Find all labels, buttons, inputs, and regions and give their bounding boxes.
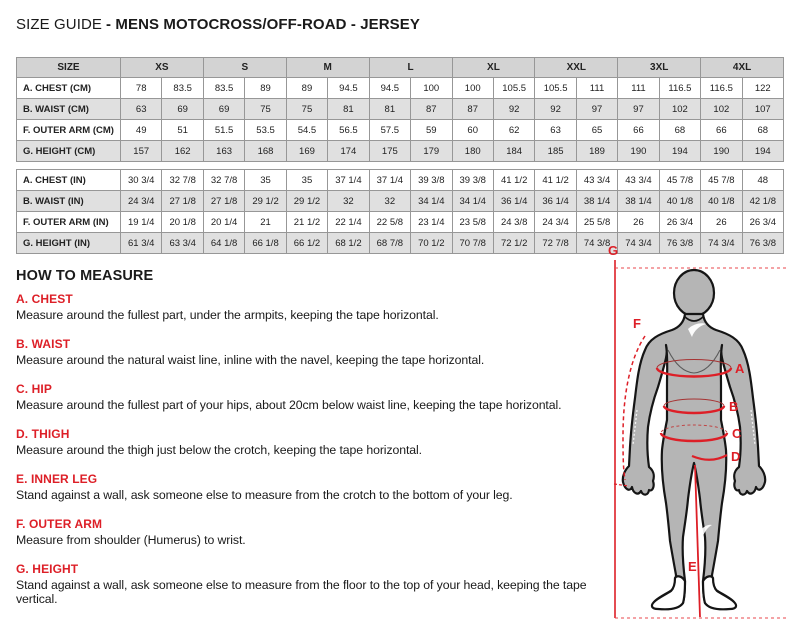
measurement-cell: 39 3/8 [452, 170, 493, 191]
measurement-cell: 87 [411, 99, 452, 120]
size-header-4xl: 4XL [701, 58, 784, 78]
measurement-cell: 116.5 [659, 78, 700, 99]
measure-section-heading: E. INNER LEG [16, 472, 98, 486]
row-label: F. OUTER ARM (CM) [17, 120, 121, 141]
measurement-cell: 70 7/8 [452, 233, 493, 254]
measurement-cell: 100 [411, 78, 452, 99]
measurement-cell: 51.5 [203, 120, 244, 141]
measure-section-text: Stand against a wall, ask someone else to measure from the floor to the top of your head, keeping the tape vertical. [16, 578, 587, 606]
measurement-cell: 102 [701, 99, 742, 120]
measurement-cell: 22 5/8 [369, 212, 410, 233]
measurement-cell: 100 [452, 78, 493, 99]
measurement-cell: 37 1/4 [328, 170, 369, 191]
measurement-cell: 74 3/4 [618, 233, 659, 254]
measurement-cell: 43 3/4 [618, 170, 659, 191]
measure-section-text: Measure around the thigh just below the crotch, keeping the tape horizontal. [16, 443, 422, 457]
measurement-cell: 54.5 [286, 120, 327, 141]
measurement-cell: 66 1/2 [286, 233, 327, 254]
measurement-cell: 111 [576, 78, 617, 99]
measurement-cell: 75 [286, 99, 327, 120]
measure-sections [16, 292, 616, 621]
measurement-cell: 97 [618, 99, 659, 120]
measurement-cell: 32 7/8 [162, 170, 203, 191]
measurement-cell: 45 7/8 [659, 170, 700, 191]
row-label: A. CHEST (CM) [17, 78, 121, 99]
measurement-cell: 66 1/8 [245, 233, 286, 254]
measurement-cell: 53.5 [245, 120, 286, 141]
measurement-cell: 37 1/4 [369, 170, 410, 191]
measurement-cell: 51 [162, 120, 203, 141]
measurement-cell: 32 [328, 191, 369, 212]
measurement-cell: 157 [121, 141, 162, 162]
row-label: B. WAIST (IN) [17, 191, 121, 212]
measurement-cell: 64 1/8 [203, 233, 244, 254]
measurement-cell: 65 [576, 120, 617, 141]
measurement-cell: 45 7/8 [701, 170, 742, 191]
measurement-cell: 24 3/4 [535, 212, 576, 233]
measurement-cell: 179 [411, 141, 452, 162]
measurement-cell: 89 [245, 78, 286, 99]
measurement-cell: 24 3/8 [493, 212, 534, 233]
measure-section-e [16, 472, 616, 502]
measurement-cell: 75 [245, 99, 286, 120]
figure-head [674, 270, 714, 316]
page-title-light: SIZE GUIDE [16, 16, 103, 33]
diagram-label-thigh: D [731, 449, 741, 464]
measurement-cell: 35 [245, 170, 286, 191]
measurement-cell: 66 [618, 120, 659, 141]
measure-section-heading: A. CHEST [16, 292, 73, 306]
measurement-cell: 92 [493, 99, 534, 120]
measurement-cell: 60 [452, 120, 493, 141]
measurement-cell: 23 1/4 [411, 212, 452, 233]
measurement-cell: 38 1/4 [618, 191, 659, 212]
table-row [17, 141, 784, 162]
measurement-cell: 70 1/2 [411, 233, 452, 254]
measure-section-text: Measure around the fullest part, under the armpits, keeping the tape horizontal. [16, 308, 439, 322]
measurement-cell: 36 1/4 [535, 191, 576, 212]
measurement-cell: 69 [162, 99, 203, 120]
measure-section-heading: B. WAIST [16, 337, 71, 351]
measurement-cell: 168 [245, 141, 286, 162]
row-label: G. HEIGHT (CM) [17, 141, 121, 162]
measurement-cell: 74 3/4 [701, 233, 742, 254]
measure-section-text: Measure around the fullest part of your hips, about 20cm below waist line, keeping the tape horizontal. [16, 398, 562, 412]
measurement-cell: 72 7/8 [535, 233, 576, 254]
size-header-xl: XL [452, 58, 535, 78]
measurement-cell: 43 3/4 [576, 170, 617, 191]
measurement-cell: 27 1/8 [162, 191, 203, 212]
measurement-cell: 68 7/8 [369, 233, 410, 254]
table-spacer [17, 162, 784, 170]
measurement-cell: 61 3/4 [121, 233, 162, 254]
row-label: G. HEIGHT (IN) [17, 233, 121, 254]
measure-section-b [16, 337, 616, 367]
diagram-label-height: G [608, 243, 619, 258]
table-header-row [17, 58, 784, 78]
measurement-cell: 23 5/8 [452, 212, 493, 233]
measurement-cell: 22 1/4 [328, 212, 369, 233]
table-row [17, 78, 784, 99]
measure-section-text: Measure around the natural waist line, inline with the navel, keeping the tape horizontal. [16, 353, 485, 367]
size-table-container [16, 57, 784, 254]
measurement-cell: 68 1/2 [328, 233, 369, 254]
figure-left-foot [652, 576, 685, 609]
measurement-cell: 34 1/4 [452, 191, 493, 212]
figure-right-foot [703, 576, 736, 609]
measurement-cell: 30 3/4 [121, 170, 162, 191]
diagram-label-inner-leg: E [688, 559, 697, 574]
measurement-cell: 48 [742, 170, 783, 191]
measurement-cell: 190 [701, 141, 742, 162]
measurement-cell: 59 [411, 120, 452, 141]
measure-section-a [16, 292, 616, 322]
measurement-cell: 184 [493, 141, 534, 162]
measurement-cell: 185 [535, 141, 576, 162]
measurement-cell: 162 [162, 141, 203, 162]
measurement-cell: 35 [286, 170, 327, 191]
measure-section-heading: C. HIP [16, 382, 52, 396]
size-header-s: S [203, 58, 286, 78]
measurement-cell: 69 [203, 99, 244, 120]
measurement-cell: 63 [535, 120, 576, 141]
measurement-cell: 175 [369, 141, 410, 162]
measure-section-text: Measure from shoulder (Humerus) to wrist. [16, 533, 246, 547]
measurement-cell: 180 [452, 141, 493, 162]
measurement-cell: 83.5 [203, 78, 244, 99]
size-table [16, 57, 784, 254]
measurement-cell: 34 1/4 [411, 191, 452, 212]
measurement-cell: 32 7/8 [203, 170, 244, 191]
measurement-cell: 32 [369, 191, 410, 212]
measurement-cell: 56.5 [328, 120, 369, 141]
page-title [16, 16, 420, 33]
measure-section-f [16, 517, 616, 547]
measurement-cell: 94.5 [369, 78, 410, 99]
measure-section-heading: F. OUTER ARM [16, 517, 103, 531]
measurement-cell: 26 [618, 212, 659, 233]
measurement-cell: 105.5 [535, 78, 576, 99]
measurement-cell: 190 [618, 141, 659, 162]
diagram-label-outer-arm: F [633, 316, 641, 331]
size-header-xs: XS [121, 58, 204, 78]
measure-section-heading: D. THIGH [16, 427, 70, 441]
measurement-cell: 68 [742, 120, 783, 141]
size-header-3xl: 3XL [618, 58, 701, 78]
measurement-cell: 29 1/2 [286, 191, 327, 212]
measurement-cell: 107 [742, 99, 783, 120]
measurement-cell: 78 [121, 78, 162, 99]
measurement-cell: 20 1/8 [162, 212, 203, 233]
measurement-cell: 24 3/4 [121, 191, 162, 212]
measurement-cell: 40 1/8 [701, 191, 742, 212]
row-label: F. OUTER ARM (IN) [17, 212, 121, 233]
body-measurement-diagram [595, 240, 795, 640]
measurement-cell: 102 [659, 99, 700, 120]
measurement-cell: 194 [659, 141, 700, 162]
measurement-cell: 169 [286, 141, 327, 162]
measurement-cell: 57.5 [369, 120, 410, 141]
measurement-cell: 38 1/4 [576, 191, 617, 212]
measurement-cell: 26 3/4 [742, 212, 783, 233]
measurement-cell: 81 [369, 99, 410, 120]
measurement-cell: 87 [452, 99, 493, 120]
measurement-cell: 83.5 [162, 78, 203, 99]
measurement-cell: 74 3/8 [576, 233, 617, 254]
measurement-cell: 26 3/4 [659, 212, 700, 233]
measurement-cell: 63 3/4 [162, 233, 203, 254]
measure-section-g [16, 562, 616, 606]
measurement-cell: 76 3/8 [742, 233, 783, 254]
table-row [17, 191, 784, 212]
diagram-label-hip: C [732, 426, 742, 441]
how-to-measure-title: HOW TO MEASURE [16, 268, 154, 284]
measurement-cell: 40 1/8 [659, 191, 700, 212]
row-label: A. CHEST (IN) [17, 170, 121, 191]
measurement-cell: 41 1/2 [535, 170, 576, 191]
measurement-cell: 89 [286, 78, 327, 99]
measurement-cell: 111 [618, 78, 659, 99]
measure-section-d [16, 427, 616, 457]
measurement-cell: 36 1/4 [493, 191, 534, 212]
measurement-cell: 19 1/4 [121, 212, 162, 233]
measurement-cell: 122 [742, 78, 783, 99]
measurement-cell: 39 3/8 [411, 170, 452, 191]
measure-section-text: Stand against a wall, ask someone else to measure from the crotch to the bottom of your leg. [16, 488, 513, 502]
measurement-cell: 21 1/2 [286, 212, 327, 233]
measurement-cell: 27 1/8 [203, 191, 244, 212]
measurement-cell: 94.5 [328, 78, 369, 99]
measurement-cell: 20 1/4 [203, 212, 244, 233]
page-title-bold: - MENS MOTOCROSS/OFF-ROAD - JERSEY [106, 16, 420, 33]
table-row [17, 170, 784, 191]
measurement-cell: 63 [121, 99, 162, 120]
measurement-cell: 189 [576, 141, 617, 162]
measurement-cell: 25 5/8 [576, 212, 617, 233]
table-row [17, 99, 784, 120]
row-label: B. WAIST (CM) [17, 99, 121, 120]
measurement-cell: 62 [493, 120, 534, 141]
measurement-cell: 72 1/2 [493, 233, 534, 254]
measurement-cell: 42 1/8 [742, 191, 783, 212]
size-header-xxl: XXL [535, 58, 618, 78]
measurement-cell: 26 [701, 212, 742, 233]
measurement-cell: 194 [742, 141, 783, 162]
measurement-cell: 97 [576, 99, 617, 120]
size-header-l: L [369, 58, 452, 78]
measurement-cell: 174 [328, 141, 369, 162]
measurement-cell: 76 3/8 [659, 233, 700, 254]
measurement-cell: 21 [245, 212, 286, 233]
measure-section-c [16, 382, 616, 412]
measurement-cell: 105.5 [493, 78, 534, 99]
measure-section-heading: G. HEIGHT [16, 562, 79, 576]
measurement-cell: 163 [203, 141, 244, 162]
size-header-m: M [286, 58, 369, 78]
measurement-cell: 81 [328, 99, 369, 120]
diagram-label-chest: A [735, 361, 745, 376]
measurement-cell: 29 1/2 [245, 191, 286, 212]
size-header-label: SIZE [17, 58, 121, 78]
diagram-label-waist: B [729, 399, 739, 414]
table-spacer-row [17, 162, 784, 170]
table-row [17, 120, 784, 141]
measurement-cell: 92 [535, 99, 576, 120]
measurement-cell: 116.5 [701, 78, 742, 99]
table-row [17, 212, 784, 233]
measurement-cell: 49 [121, 120, 162, 141]
measurement-cell: 66 [701, 120, 742, 141]
measurement-cell: 68 [659, 120, 700, 141]
measurement-cell: 41 1/2 [493, 170, 534, 191]
